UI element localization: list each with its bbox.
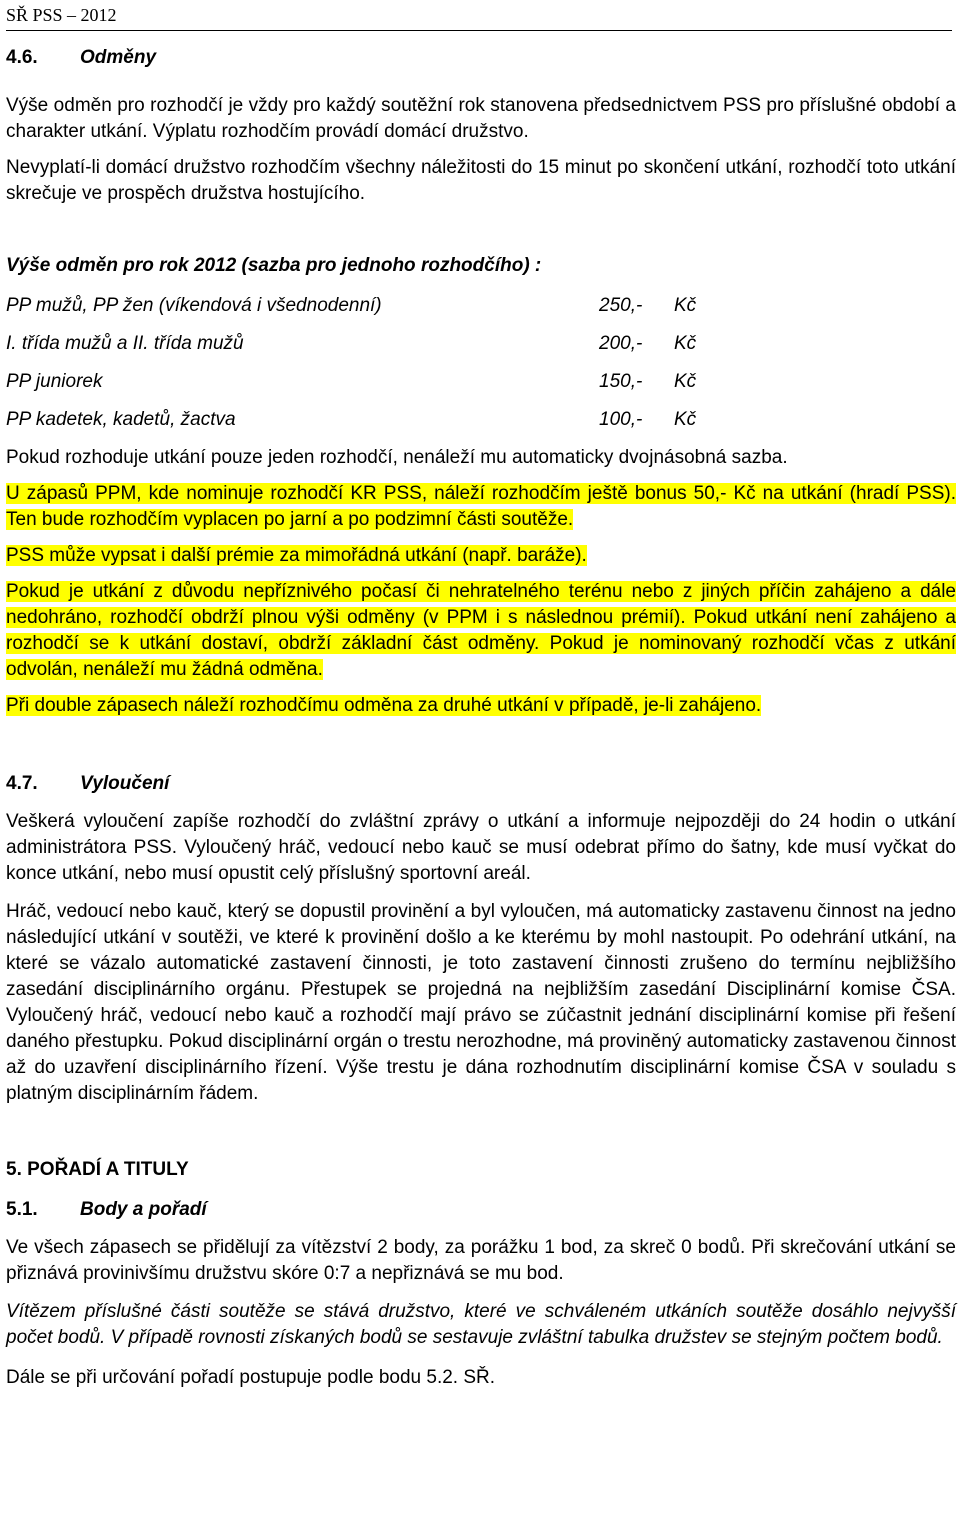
section-number: 4.6. [6, 47, 38, 68]
section-title: Odměny [80, 47, 157, 68]
rates-table [6, 287, 956, 439]
section-4-7-heading [6, 771, 956, 797]
rate-label: PP kadetek, kadetů, žactva [6, 409, 236, 430]
rates-title: Výše odměn pro rok 2012 (sazba pro jednoho rozhodčího) : [6, 255, 542, 276]
highlighted-paragraph: Pokud je utkání z důvodu nepříznivého počasí či nehratelného terénu nebo z jiných příčin zahájeno a dále nedohráno, rozhodčí obdrží plnou výši odměny (v PPM i s následnou prémií). Pokud utkání není zahájeno a rozhodčí se k utkání dostaví, obdrží základní část odměny. Pokud je nominovaný rozhodčí včas z utkání odvolán, nenáleží mu žádná odměna. [6, 581, 956, 680]
section-title: Body a pořadí [80, 1199, 207, 1220]
rate-amount: 150,- [599, 371, 643, 392]
document-page [6, 0, 956, 1391]
paragraph: Pokud rozhoduje utkání pouze jeden rozhodčí, nenáleží mu automaticky dvojnásobná sazba. [6, 447, 788, 468]
paragraph: Dále se při určování pořadí postupuje podle bodu 5.2. SŘ. [6, 1367, 496, 1388]
highlighted-paragraph: Při double zápasech náleží rozhodčímu odměna za druhé utkání v případě, je-li zahájeno. [6, 695, 762, 716]
rate-amount: 250,- [599, 295, 643, 316]
rate-label: PP mužů, PP žen (víkendová i všednodenní) [6, 295, 382, 316]
section-title: Vyloučení [80, 773, 170, 794]
rate-currency: Kč [674, 295, 697, 316]
section-number: 4.7. [6, 773, 38, 794]
italic-paragraph: Vítězem příslušné části soutěže se stává družstvo, které ve schváleném utkáních soutěže dosáhlo nejvyšší počet bodů. V případě rovnosti získaných bodů se sestavuje zvláštní tabulka družstev se stejným počtem bodů. [6, 1301, 956, 1348]
rate-label: PP juniorek [6, 371, 103, 392]
paragraph: Výše odměn pro rozhodčí je vždy pro každý soutěžní rok stanovena předsednictvem PSS pro příslušné období a charakter utkání. Výplatu rozhodčím provádí domácí družstvo. [6, 95, 956, 142]
rate-row [6, 287, 956, 325]
paragraph: Ve všech zápasech se přidělují za vítězství 2 body, za porážku 1 bod, za skreč 0 bodů. Při skrečování utkání se přiznává provinivšímu družstvu skóre 0:7 a nepřiznává se mu bod. [6, 1237, 956, 1284]
rate-amount: 200,- [599, 333, 643, 354]
rate-row [6, 363, 956, 401]
rate-currency: Kč [674, 371, 697, 392]
running-header: SŘ PSS – 2012 [6, 0, 952, 31]
highlighted-paragraph: U zápasů PPM, kde nominuje rozhodčí KR PSS, náleží rozhodčím ještě bonus 50,- Kč na utkání (hradí PSS). Ten bude rozhodčím vyplacen po jarní a po podzimní části soutěže. [6, 483, 956, 530]
chapter-5-heading: 5. POŘADÍ A TITULY [6, 1159, 189, 1180]
paragraph: Nevyplatí-li domácí družstvo rozhodčím všechny náležitosti do 15 minut po skončení utkání, rozhodčí toto utkání skrečuje ve prospěch družstva hostujícího. [6, 157, 956, 204]
rate-amount: 100,- [599, 409, 643, 430]
rate-currency: Kč [674, 333, 697, 354]
section-4-6-heading [6, 31, 956, 83]
rate-currency: Kč [674, 409, 697, 430]
rate-row [6, 401, 956, 439]
paragraph: Hráč, vedoucí nebo kauč, který se dopustil provinění a byl vyloučen, má automaticky zastavenu činnost na jedno následující utkání v soutěži, ve které k provinění došlo a ke kterému by mohl nastoupit. Po odehrání utkání, na které se vázalo automatické zastavení činnosti, je toto zastavení činnosti zrušeno do termínu nejbližšího zasedání disciplinárního orgánu. Přestupek se projedná na nejbližším zasedání Disciplinární komise ČSA. Vyloučený hráč, vedoucí nebo kauč a rozhodčí mají právo se zúčastnit jednání disciplinární komise při řešení daného přestupku. Pokud disciplinární orgán o trestu nerozhodne, má proviněný automaticky zastavenou činnost až do uzavření disciplinárního řízení. Výše trestu je dána rozhodnutím disciplinární komise ČSA v souladu s platným disciplinárním řádem. [6, 901, 956, 1104]
section-number: 5.1. [6, 1199, 38, 1220]
paragraph: Veškerá vyloučení zapíše rozhodčí do zvláštní zprávy o utkání a informuje nejpozději do 24 hodin o utkání administrátora PSS. Vyloučený hráč, vedoucí nebo kauč se musí odebrat přímo do šatny, kde musí vyčkat do konce utkání, nebo musí opustit celý příslušný sportovní areál. [6, 811, 956, 884]
section-5-1-heading [6, 1197, 956, 1223]
highlighted-paragraph: PSS může vypsat i další prémie za mimořádná utkání (např. baráže). [6, 545, 587, 566]
rate-label: I. třída mužů a II. třída mužů [6, 333, 244, 354]
rate-row [6, 325, 956, 363]
